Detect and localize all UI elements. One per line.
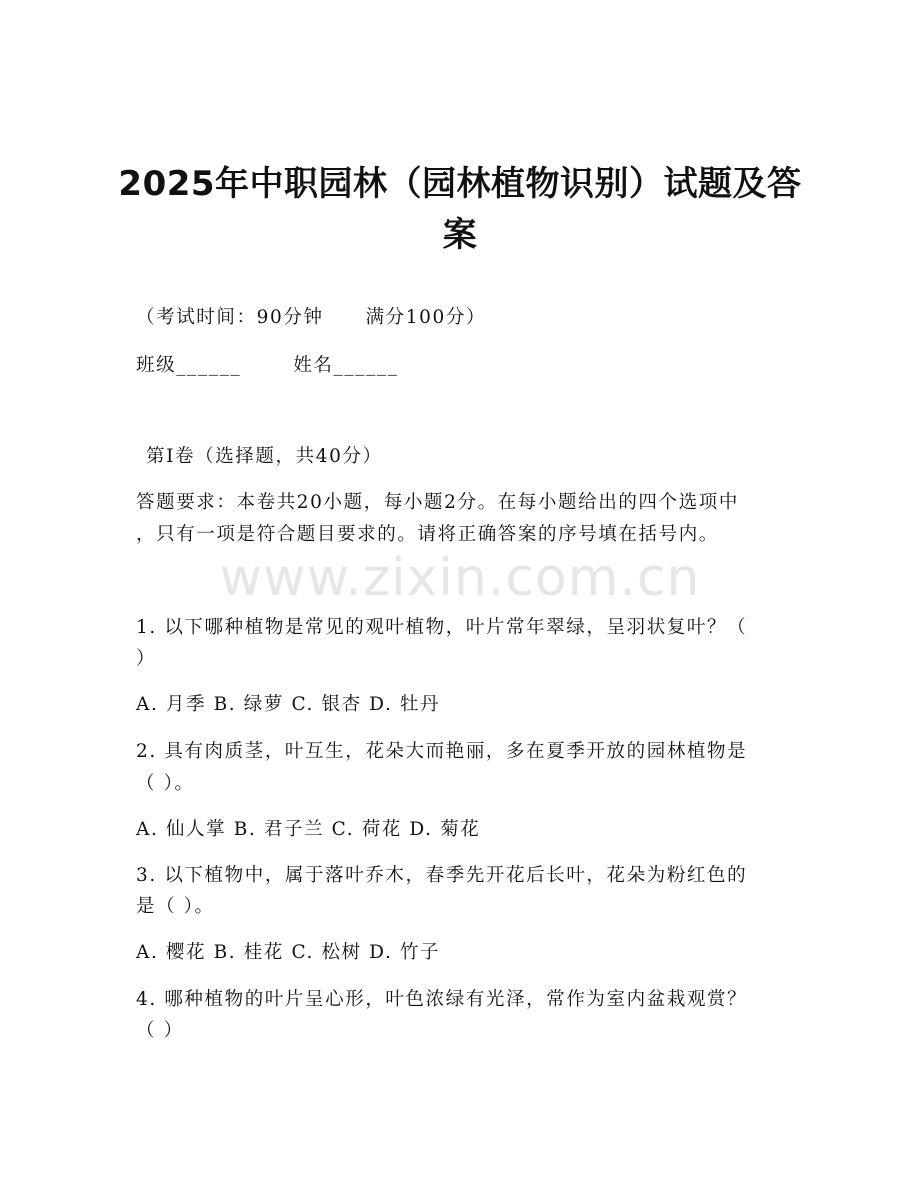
question-2-options: A. 仙人掌 B. 君子兰 C. 荷花 D. 菊花 [136,819,481,840]
question-3-options: A. 樱花 B. 桂花 C. 松树 D. 竹子 [136,942,441,963]
exam-info [136,303,486,329]
name-field-label: 姓名______ [293,355,399,376]
instructions-line-2: ，只有一项是符合题目要求的。请将正确答案的序号填在括号内。 [136,524,719,545]
question-2-line-2: （ ）。 [136,773,195,794]
student-info [136,351,399,377]
page-title-line-2: 案 [442,215,478,255]
question-1-options: A. 月季 B. 绿萝 C. 银杏 D. 牡丹 [136,694,441,715]
question-2-line-1: 2. 具有肉质茎，叶互生，花朵大而艳丽，多在夏季开放的园林植物是 [136,741,748,762]
question-1-line-2: ） [136,648,157,669]
question-3-line-1: 3. 以下植物中，属于落叶乔木，春季先开花后长叶，花朵为粉红色的 [136,865,748,886]
instructions-line-1: 答题要求：本卷共20小题，每小题2分。在每小题给出的四个选项中 [136,492,739,513]
exam-time: （考试时间：90分钟 [136,307,324,328]
question-3-line-2: 是（ ）。 [136,896,215,917]
page-title-line-1: 2025年中职园林（园林植物识别）试题及答 [118,164,802,204]
question-4-line-1: 4. 哪种植物的叶片呈心形，叶色浓绿有光泽，常作为室内盆栽观赏？ [136,989,748,1010]
watermark: www.zixin.com.cn [219,548,701,608]
question-4-line-2: （ ） [136,1020,184,1041]
section-heading: 第I卷（选择题，共40分） [146,446,383,467]
class-field-label: 班级______ [136,355,242,376]
question-1-line-1: 1. 以下哪种植物是常见的观叶植物，叶片常年翠绿，呈羽状复叶？（ [136,617,748,638]
exam-score: 满分100分） [365,307,487,328]
